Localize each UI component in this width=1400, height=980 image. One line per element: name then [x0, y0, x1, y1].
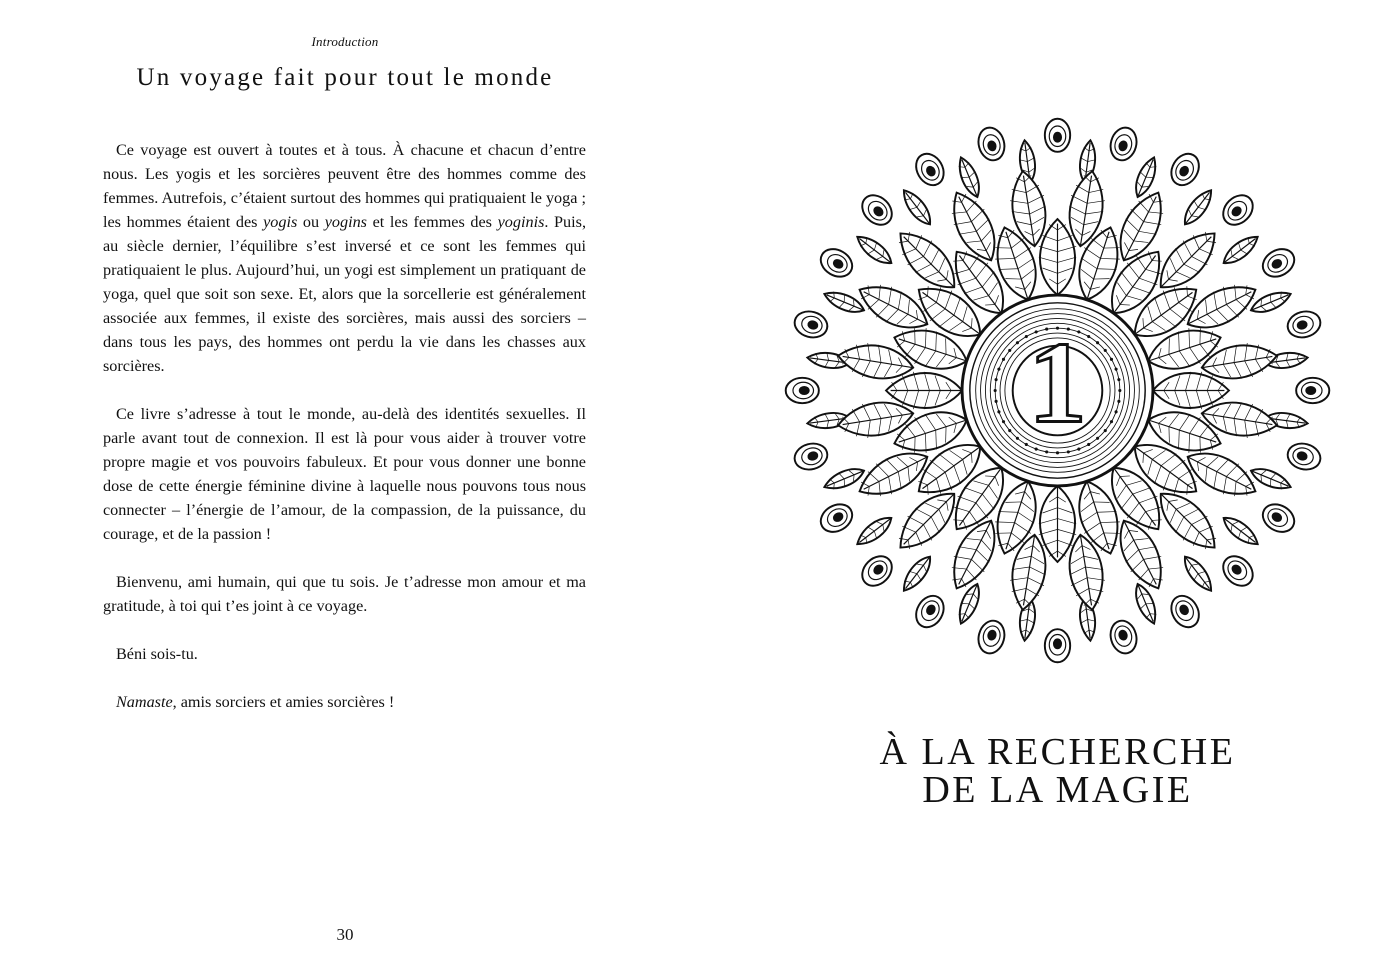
paragraph [103, 642, 586, 666]
medallion-dot [1104, 349, 1107, 352]
medallion-dot [1117, 378, 1120, 381]
paragraph [103, 570, 586, 618]
mandala-seed [792, 308, 831, 341]
mandala-seed [975, 618, 1008, 657]
text-run: Béni sois-tu. [116, 645, 198, 663]
mandala-leaf [1219, 231, 1263, 270]
medallion-dot [1002, 420, 1005, 423]
mandala-leaf [852, 512, 896, 551]
mandala-leaf [852, 231, 896, 270]
mandala-leaf [898, 552, 937, 596]
mandala-ornament [775, 108, 1340, 673]
mandala-leaf [886, 372, 962, 409]
italic-term: Namaste [116, 693, 173, 711]
medallion-dot [1016, 437, 1019, 440]
medallion-dot [1096, 437, 1099, 440]
mandala-seed [1285, 440, 1324, 473]
medallion-dot [997, 368, 1000, 371]
medallion-dot [1110, 420, 1113, 423]
mandala-seed [792, 440, 831, 473]
italic-term: yoginis [497, 213, 545, 231]
mandala-seed [816, 499, 857, 537]
mandala-seed [1166, 591, 1204, 632]
part-title-line: À LA RECHERCHE [879, 731, 1236, 773]
medallion-dot [1115, 368, 1118, 371]
medallion-dot [1002, 358, 1005, 361]
text-run: et les femmes des [366, 213, 498, 231]
mandala-seed [1285, 308, 1324, 341]
mandala-leaf [1149, 482, 1227, 560]
mandala-seed [816, 244, 857, 282]
running-head: Introduction [311, 34, 379, 49]
mandala-seed [786, 378, 819, 403]
mandala-leaf [1153, 372, 1229, 409]
medallion-dot [1056, 451, 1059, 454]
mandala-leaf [888, 221, 966, 299]
mandala-seed [1166, 149, 1204, 190]
medallion-dot [1045, 450, 1048, 453]
right-page [700, 0, 1400, 980]
medallion-dot [995, 378, 998, 381]
mandala-leaf [888, 482, 966, 560]
medallion-dot [997, 410, 1000, 413]
medallion-dot [1117, 400, 1120, 403]
mandala-seed [1045, 119, 1070, 152]
chapter-title: Un voyage fait pour tout le monde [136, 64, 554, 91]
mandala-leaf [1039, 486, 1076, 562]
body-text [103, 138, 586, 738]
mandala-seed [856, 550, 897, 591]
mandala-seed [911, 591, 949, 632]
mandala-seed [975, 125, 1008, 164]
medallion-dot [1096, 341, 1099, 344]
medallion-dot [1016, 341, 1019, 344]
left-page [0, 0, 690, 980]
text-run: Ce voyage est ouvert à toutes et à tous. À chacune et chacun d’entre nous. Les yogis et les sorcières peuvent être des hommes comme des femmes. Autrefois, c’étaient surtout des hommes qui pratiquaient le yoga ; les hommes étaient des [103, 141, 586, 231]
medallion-dot [1118, 389, 1121, 392]
medallion-dot [995, 400, 998, 403]
part-title-line: DE LA MAGIE [922, 769, 1193, 811]
medallion-dot [1104, 429, 1107, 432]
part-title [700, 733, 1400, 809]
mandala-seed [1045, 629, 1070, 662]
medallion-dot [1110, 358, 1113, 361]
mandala-seed [1258, 244, 1299, 282]
text-run: , amis sorciers et amies sorcières ! [172, 693, 395, 711]
mandala-seed [856, 189, 897, 230]
medallion-dot [1087, 335, 1090, 338]
medallion-dot [1008, 349, 1011, 352]
italic-term: yogins [324, 213, 367, 231]
page-number: 30 [336, 925, 354, 944]
paragraph [103, 690, 586, 714]
paragraph [103, 138, 586, 378]
mandala-seed [1107, 618, 1140, 657]
mandala-leaf [1149, 221, 1227, 299]
mandala-seed [1258, 499, 1299, 537]
text-run: Ce livre s’adresse à tout le monde, au-delà des identités sexuelles. Il parle avant tout de connexion. Il est là pour vous aider à trouver votre propre magie et vos pouvoirs fabuleux. Et pour vous donner une bonne dose de cette énergie féminine divine à laquelle nous pouvons tous nous connecter – l’énergie de l’amour, de la compassion, de la puissance, du courage, et de la passion ! [103, 405, 586, 543]
chapter-numeral: 1 [1028, 318, 1087, 448]
paragraph [103, 402, 586, 546]
medallion-dot [1035, 448, 1038, 451]
text-run: . Puis, au siècle dernier, l’équilibre s’est inversé et ce sont les femmes qui pratiquaient le plus. Aujourd’hui, un yogi est simplement un pratiquant de yoga, quel que soit son sexe. Et, alors que la sorcellerie est généralement associée aux femmes, il existe des sorcières, mais aussi des sorciers – dans tous les pays, des hommes ont perdu la vie dans les chasses aux sorcières. [103, 213, 586, 375]
mandala-leaf [1219, 512, 1263, 551]
text-run: Bienvenu, ami humain, qui que tu sois. Je t’adresse mon amour et ma gratitude, à toi qui t’es joint à ce voyage. [103, 573, 586, 615]
medallion-dot [1115, 410, 1118, 413]
text-run: ou [297, 213, 325, 231]
medallion-dot [1008, 429, 1011, 432]
mandala-seed [911, 149, 949, 190]
mandala-leaf [1179, 185, 1218, 229]
medallion-dot [1077, 448, 1080, 451]
medallion-dot [994, 389, 997, 392]
mandala-leaf [898, 185, 937, 229]
mandala-seed [1296, 378, 1329, 403]
medallion-dot [1087, 443, 1090, 446]
mandala-seed [1107, 125, 1140, 164]
mandala-leaf [1039, 219, 1076, 295]
mandala-leaf [1179, 552, 1218, 596]
italic-term: yogis [263, 213, 298, 231]
medallion-dot [1067, 450, 1070, 453]
mandala-seed [1217, 189, 1258, 230]
mandala-seed [1217, 550, 1258, 591]
